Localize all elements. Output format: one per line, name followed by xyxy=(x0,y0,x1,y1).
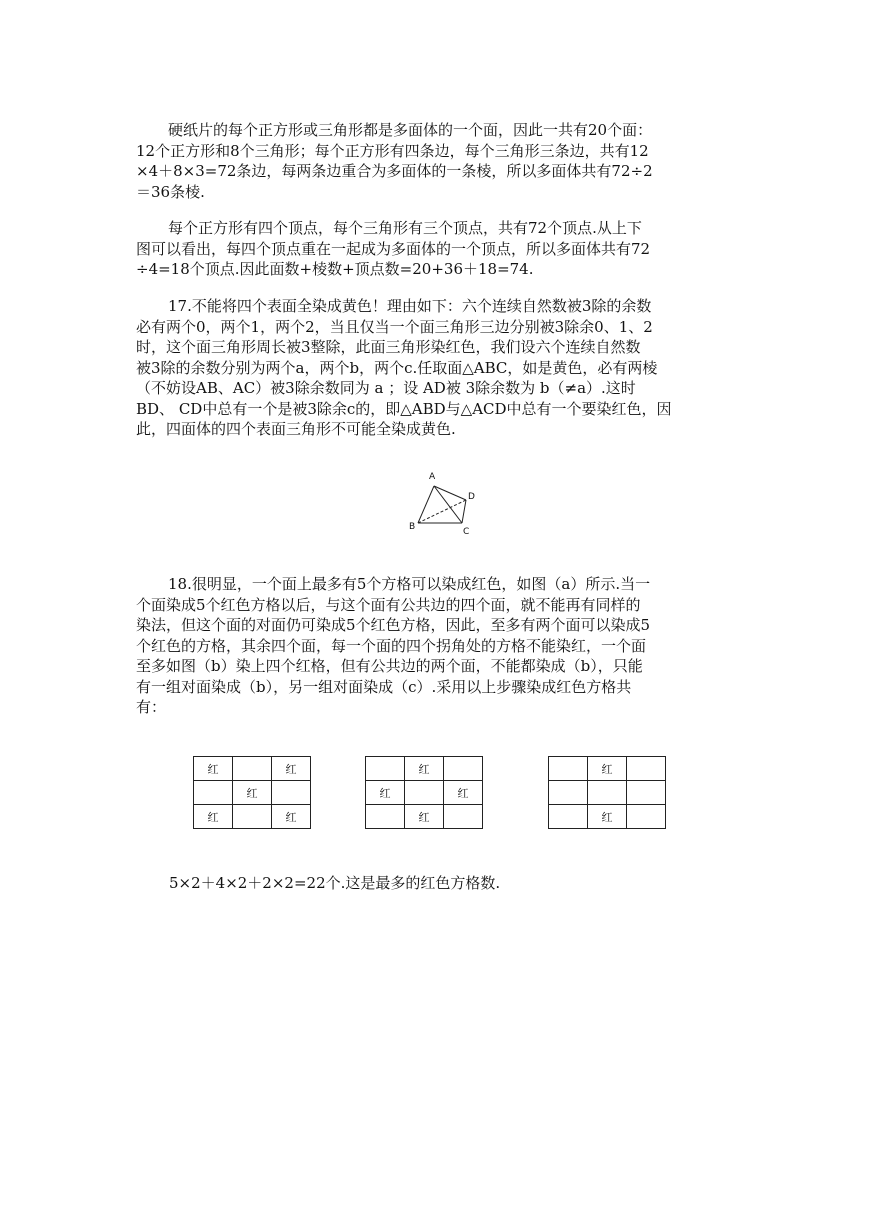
grid-cell xyxy=(627,757,666,781)
text-line: 18.很明显，一个面上最多有5个方格可以染成红色，如图（a）所示.当一 xyxy=(168,575,651,593)
paragraph-problem-18 xyxy=(136,574,736,718)
grid-cell xyxy=(588,781,627,805)
text-line: 个面染成5个红色方格以后，与这个面有公共边的四个面，就不能再有同样的 xyxy=(136,595,641,614)
final-answer-line: 5×2＋4×2＋2×2=22个.这是最多的红色方格数. xyxy=(169,874,501,892)
grid-figure-c xyxy=(548,756,666,829)
text-line: 图可以看出，每四个顶点重在一起成为多面体的一个顶点，所以多面体共有72 xyxy=(136,239,651,258)
edge-dc xyxy=(462,500,466,523)
edge-ab xyxy=(418,486,434,523)
text-line: 被3除的余数分别为两个a，两个b，两个c.任取面△ABC，如是黄色，必有两棱 xyxy=(136,358,658,377)
vertex-label-d: D xyxy=(468,492,475,502)
text-line: （不妨设AB、AC）被3除余数同为 a ；设 AD被 3除余数为 b（≠a）.这时 xyxy=(136,379,636,397)
grid-cell xyxy=(444,757,483,781)
text-line: 硬纸片的每个正方形或三角形都是多面体的一个面，因此一共有20个面： xyxy=(168,121,653,139)
text-line: 必有两个0，两个1，两个2，当且仅当一个面三角形三边分别被3除余0、1、2 xyxy=(136,317,653,336)
grid-cell xyxy=(366,757,405,781)
grid-figure-b xyxy=(365,756,483,829)
grid-cell xyxy=(233,757,272,781)
grid-cell xyxy=(366,805,405,829)
text-line: 染法，但这个面的对面仍可染成5个红色方格，因此，至多有两个面可以染成5 xyxy=(136,616,651,634)
text-line: 每个正方形有四个顶点，每个三角形有三个顶点，共有72个顶点.从上下 xyxy=(168,219,642,237)
vertex-label-c: C xyxy=(463,527,470,537)
grid-cell xyxy=(549,805,588,829)
grid-cell: 红 xyxy=(444,781,483,805)
paragraph-faces-edges xyxy=(136,120,736,202)
grid-cell xyxy=(627,781,666,805)
grid-cell: 红 xyxy=(588,757,627,781)
text-line: 17.不能将四个表面全染成黄色！理由如下：六个连续自然数被3除的余数 xyxy=(168,297,652,315)
text-line: 此，四面体的四个表面三角形不可能全染成黄色. xyxy=(136,420,456,438)
paragraph-problem-17 xyxy=(136,296,736,440)
grid-cell: 红 xyxy=(272,757,311,781)
grid-cell xyxy=(405,781,444,805)
grid-cell: 红 xyxy=(233,781,272,805)
text-line: 有： xyxy=(136,698,167,716)
grid-cell xyxy=(194,781,233,805)
grid-cell: 红 xyxy=(194,757,233,781)
grid-cell: 红 xyxy=(194,805,233,829)
text-line: 时，这个面三角形周长被3整除，此面三角形染红色，我们设六个连续自然数 xyxy=(136,338,641,356)
grid-cell: 红 xyxy=(272,805,311,829)
grid-cell: 红 xyxy=(405,805,444,829)
grid-cell xyxy=(627,805,666,829)
text-line: 有一组对面染成（b），另一组对面染成（c）.采用以上步骤染成红色方格共 xyxy=(136,677,632,696)
vertex-label-b: B xyxy=(409,522,416,532)
text-line: 12个正方形和8个三角形；每个正方形有四条边，每个三角形三条边，共有12 xyxy=(136,141,649,160)
grid-cell xyxy=(233,805,272,829)
text-line: 至多如图（b）染上四个红格，但有公共边的两个面，不能都染成（b），只能 xyxy=(136,657,643,675)
grid-cell xyxy=(549,781,588,805)
edge-ac xyxy=(434,486,462,523)
grid-figure-a xyxy=(193,756,311,829)
grid-cell: 红 xyxy=(366,781,405,805)
text-line: ×4＋8×3=72条边，每两条边重合为多面体的一条棱，所以多面体共有72÷2 xyxy=(136,162,653,180)
grid-cell: 红 xyxy=(405,757,444,781)
grid-cell xyxy=(549,757,588,781)
text-line: BD、 CD中总有一个是被3除余c的，即△ABD与△ACD中总有一个要染红色，因 xyxy=(136,399,672,418)
text-line: 个红色的方格，其余四个面，每一个面的四个拐角处的方格不能染红，一个面 xyxy=(136,636,647,655)
text-line: ＝36条棱. xyxy=(136,182,205,201)
tetrahedron-figure xyxy=(404,466,494,540)
grid-cell xyxy=(444,805,483,829)
text-line: ÷4=18个顶点.因此面数+棱数+顶点数=20+36＋18=74. xyxy=(136,260,534,278)
grid-cell xyxy=(272,781,311,805)
grid-cell: 红 xyxy=(588,805,627,829)
vertex-label-a: A xyxy=(429,472,436,482)
paragraph-vertices xyxy=(136,218,736,280)
